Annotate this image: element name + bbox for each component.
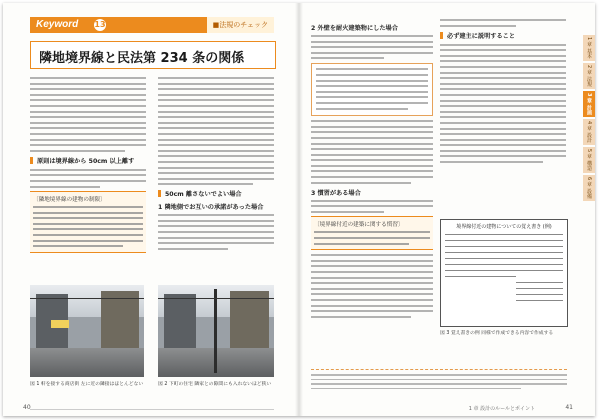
section-heading-1: 原則は境界線から 50cm 以上離す <box>30 156 146 165</box>
side-tab-2[interactable]: 2 章 法規 <box>583 63 595 89</box>
left-column-2 <box>158 77 274 253</box>
side-tab-1[interactable]: 1 章 基本 <box>583 35 595 61</box>
photo-downtown-houses <box>158 285 274 377</box>
form-lines <box>445 234 563 306</box>
running-footer: 1 章 設計のルールとポイント <box>468 406 535 412</box>
item-heading-1: 1 隣地側でお互いの承諾があった場合 <box>158 204 264 212</box>
page-number-right: 41 <box>565 404 573 411</box>
side-tab-3-active[interactable]: 3 章 計画 <box>583 91 595 117</box>
body-text <box>158 77 274 185</box>
photo-shopping-street <box>30 285 144 377</box>
body-text <box>30 77 146 152</box>
section-heading-2: 50cm 離さないでよい場合 <box>158 189 274 198</box>
body-text <box>440 44 566 163</box>
left-page <box>3 3 299 416</box>
body-text <box>158 214 274 250</box>
side-tab-4[interactable]: 4 章 設計 <box>583 119 595 145</box>
right-page <box>299 3 595 416</box>
photo-caption-1: 図 1 軒を接する商店街 左に近の隣接はほとんどない <box>30 382 144 387</box>
side-tab-6[interactable]: 6 章 設備 <box>583 175 595 201</box>
agreement-form-sample <box>440 219 568 327</box>
body-text <box>311 200 433 213</box>
form-caption: 図 3 覚え書きの例 同様で作成できる内容で作成する <box>440 331 554 336</box>
item-heading-3: 3 慣習がある場合 <box>311 189 361 197</box>
callout-box <box>311 63 433 116</box>
law-box <box>30 191 146 253</box>
form-title: 境界線付近の建物についての覚え書き (例) <box>456 224 552 230</box>
footnote-box <box>311 369 567 400</box>
page-number-left: 40 <box>23 404 31 411</box>
title-box <box>30 41 276 69</box>
item-heading-2: 2 外壁を耐火建築物にした場合 <box>311 25 398 32</box>
body-text <box>311 254 433 318</box>
book-spread <box>3 3 595 416</box>
side-tab-5[interactable]: 5 章 構造 <box>583 147 595 173</box>
body-text <box>440 19 566 27</box>
law-box-right <box>311 216 433 250</box>
keyword-bar <box>30 17 274 33</box>
law-box-title: 〔隣地境界線の建物の制限〕 <box>33 197 106 204</box>
photo-caption-2: 図 2 下町の住宅 隣家との隙間にも入れないほど狭い <box>158 382 272 387</box>
keyword-label: Keyword <box>36 19 79 30</box>
law-box-title-right: 〔境界線付近の建築に関する慣習〕 <box>314 222 404 229</box>
keyword-category-tag: ■法規のチェック <box>207 17 274 33</box>
footer-rule <box>30 409 274 410</box>
page-title: 隣地境界線と民法第 234 条の関係 <box>39 51 245 66</box>
body-text <box>311 35 433 59</box>
body-text <box>30 169 146 188</box>
right-column-2 <box>440 19 566 167</box>
section-heading-3: 必ず建主に説明すること <box>440 31 566 40</box>
keyword-number: 13 <box>94 20 106 29</box>
body-text <box>311 120 433 184</box>
right-column-1 <box>311 19 433 321</box>
chapter-side-tabs <box>583 35 595 203</box>
left-column-1 <box>30 77 146 257</box>
